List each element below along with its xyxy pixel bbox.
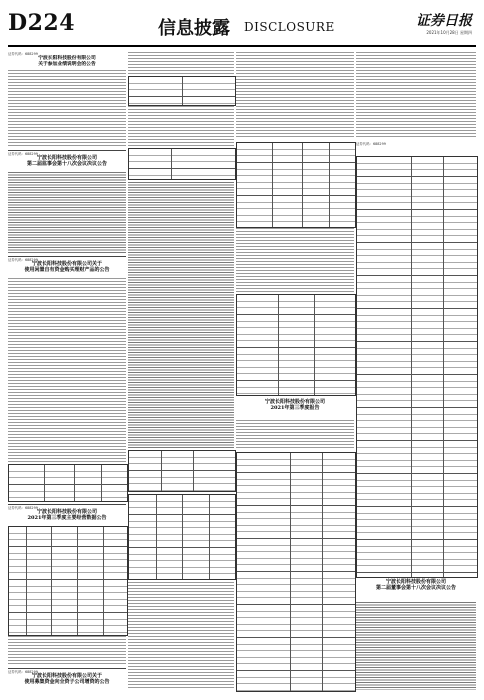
stock-code: 证券代码：688299: [8, 670, 38, 674]
announcement-body: [128, 52, 234, 74]
announcement-header: [356, 580, 476, 600]
data-table: [236, 142, 356, 228]
stock-code: 证券代码：688299: [8, 152, 38, 156]
announcement-title: 宁波长阳科技股份有限公司关于 使用募集资金向全资子公司增资的公告: [24, 673, 110, 685]
column-2: [128, 52, 234, 692]
announcement-header: [236, 400, 354, 418]
announcement-header: [8, 670, 126, 688]
section-title-en: DISCLOSURE: [244, 20, 335, 34]
announcement-title: 宁波长阳科技股份有限公司 第二届监事会第十八次会议决议公告: [26, 155, 107, 167]
announcement-title: 宁波长阳科技股份有限公司关于 使用闲置自有资金购买理财产品的公告: [24, 261, 110, 273]
announcement-body: [8, 278, 126, 462]
data-table: [128, 76, 236, 106]
announcement-title: 宁波长阳科技股份有限公司 2021年第三季度主要经营数据公告: [27, 509, 107, 521]
data-table: [8, 464, 128, 502]
stock-code: 证券代码：688299: [356, 142, 386, 146]
stock-code: 证券代码：688299: [8, 258, 38, 262]
announcement-body: [356, 52, 476, 138]
announcement-body: [8, 636, 126, 666]
announcement-header: [8, 258, 126, 276]
divider: [8, 504, 126, 505]
page-number: D224: [8, 10, 76, 36]
data-table: [128, 148, 236, 180]
divider: [8, 150, 126, 151]
announcement-body: [128, 182, 234, 448]
issue-meta: 2021年10月28日 星期四: [426, 30, 472, 35]
column-1: [8, 52, 126, 692]
announcement-body: [236, 52, 354, 138]
data-table: [236, 294, 356, 396]
announcement-header: [8, 52, 126, 68]
announcement-title: 宁波长阳科技股份有限公司 关于参加业绩说明会的公告: [38, 55, 96, 67]
data-table: [128, 494, 236, 580]
masthead-rule: [8, 45, 476, 47]
stock-code: 证券代码：688299: [8, 506, 38, 510]
masthead: [8, 6, 476, 44]
divider: [8, 668, 126, 669]
stock-code: 证券代码：688299: [8, 52, 38, 56]
announcement-body: [8, 70, 126, 148]
divider: [8, 256, 126, 257]
data-table: [356, 156, 478, 578]
data-table: [236, 452, 356, 692]
column-4: [356, 52, 476, 692]
announcement-body: [356, 602, 476, 690]
announcement-title: 宁波长阳科技股份有限公司 2021年第三季度报告: [264, 399, 325, 411]
newspaper-logo: 证券日报: [416, 13, 472, 29]
announcement-body: [236, 228, 354, 292]
announcement-title: 宁波长阳科技股份有限公司 第二届董事会第十八次会议决议公告: [375, 579, 456, 591]
announcement-header: [8, 152, 126, 170]
column-3: [236, 52, 354, 692]
announcement-body: [128, 582, 234, 690]
announcement-header: [8, 506, 126, 524]
announcement-body: [8, 172, 126, 254]
data-table: [8, 526, 128, 636]
announcement-body: [236, 420, 354, 450]
section-title: 信息披露: [158, 18, 230, 39]
announcement-body: [128, 106, 234, 146]
data-table: [128, 450, 236, 492]
